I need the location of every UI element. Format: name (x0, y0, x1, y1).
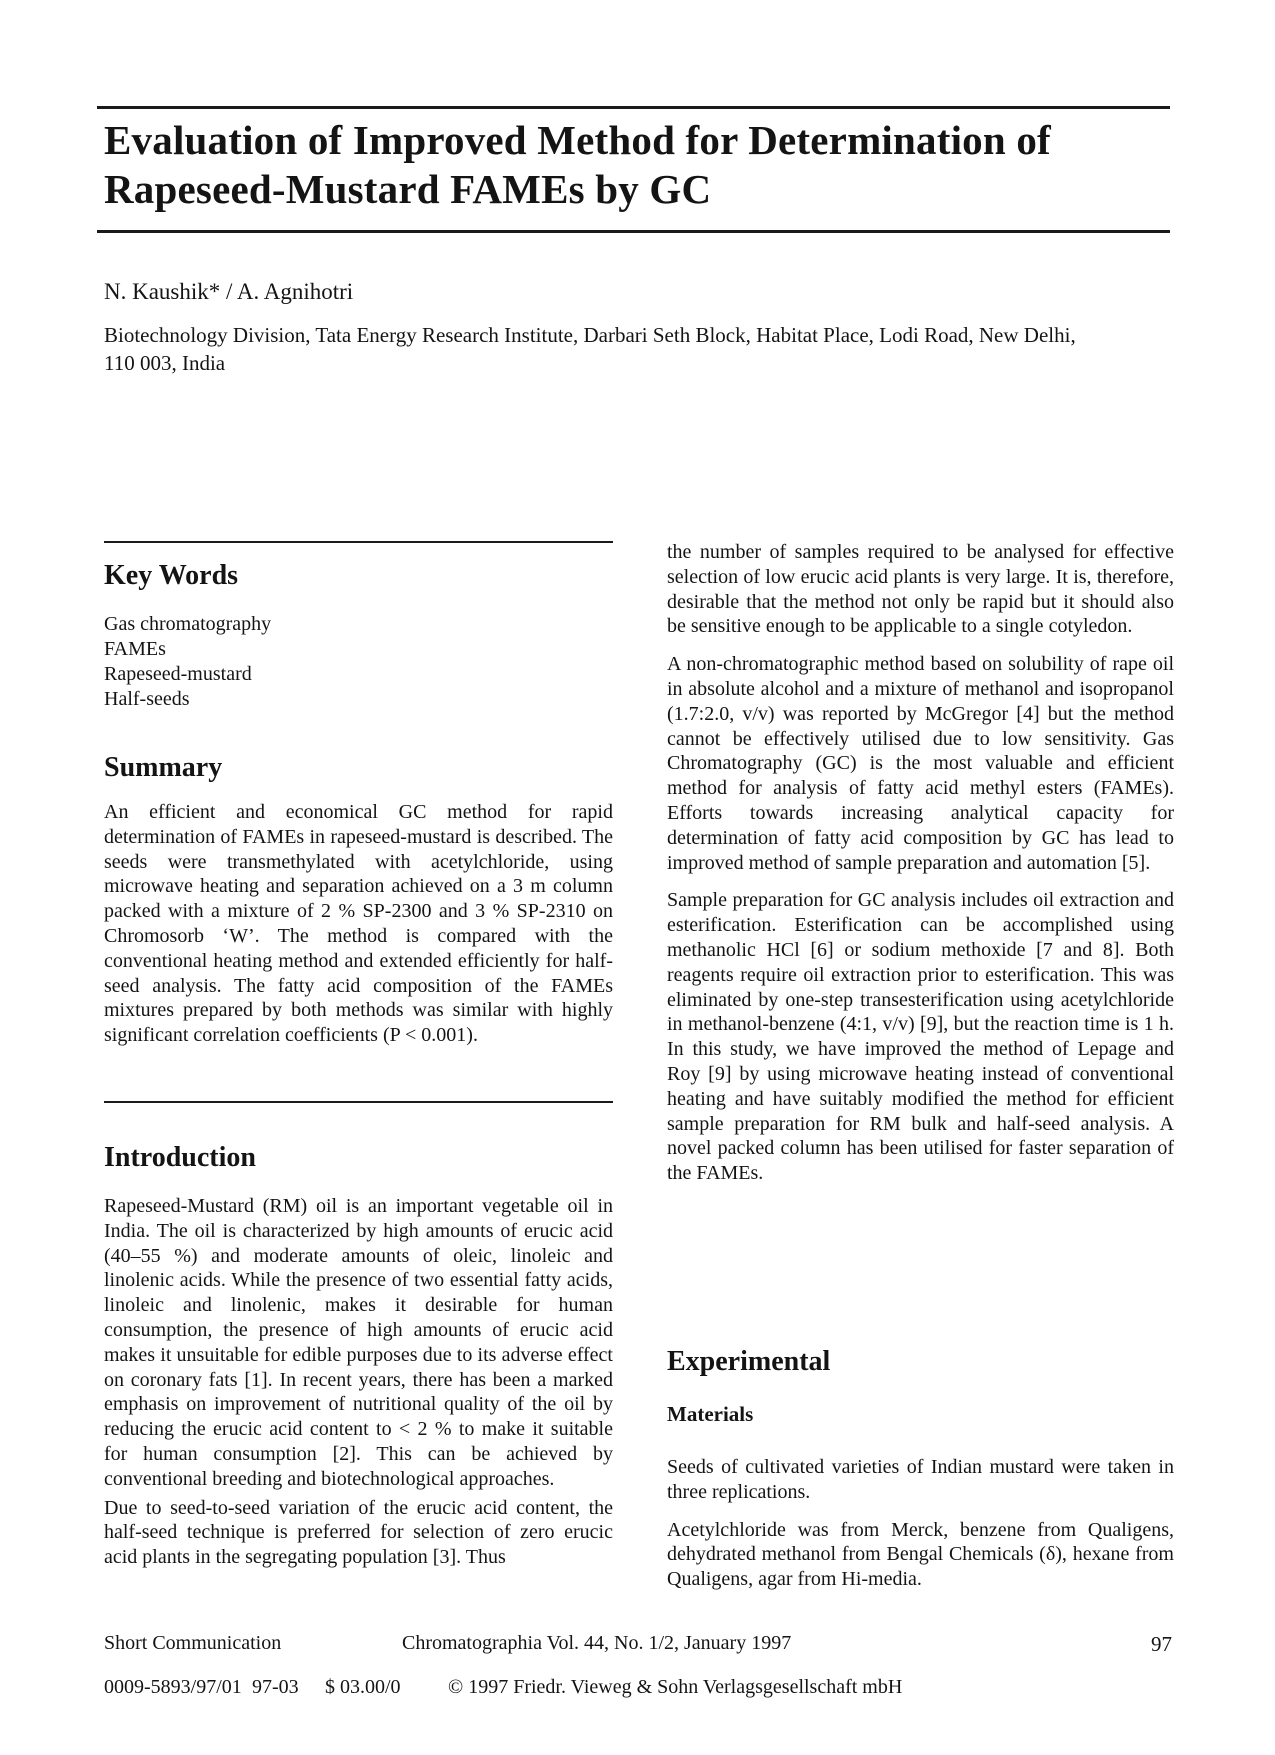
summary-paragraph: An efficient and economical GC method for rapid determination of FAMEs in rapeseed-mustard is described. The seeds were transmethylated with acetylchloride, using microwave heating and separation achieved on a 3 m column packed with a mixture of 2 % SP-2300 and 3 % SP-2310 on Chromosorb ‘W’. The method is compared with the conventional heating method and extended efficiently for half-seed analysis. The fatty acid composition of the FAMEs mixtures prepared by both methods was similar with highly significant correlation coefficients (P < 0.001). (104, 801, 613, 1047)
introduction-section (104, 1142, 613, 1570)
summary-section (104, 752, 613, 1048)
keyword-item: Half-seeds (104, 688, 190, 710)
keyword-item: FAMEs (104, 638, 166, 660)
materials-paragraph-1: Seeds of cultivated varieties of Indian mustard were taken in three replications. (667, 1456, 1174, 1503)
article-title-line-1: Evaluation of Improved Method for Determination of (104, 117, 1051, 163)
footer-journal-citation: Chromatographia Vol. 44, No. 1/2, January 1997 (402, 1632, 792, 1654)
footer-category: Short Communication (104, 1632, 282, 1654)
continuation-paragraph-2: A non-chromatographic method based on solubility of rape oil in absolute alcohol and a mixture of methanol and isopropanol (1.7:2.0, v/v) was reported by McGregor [4] but the method cannot be effectively utilised due to low sensitivity. Gas Chromatography (GC) is the most valuable and efficient method for analysis of fatty acid methyl esters (FAMEs). Efforts towards increasing analytical capacity for determination of fatty acid composition by GC has lead to improved method of sample preparation and automation [5]. (667, 653, 1174, 874)
introduction-heading: Introduction (104, 1142, 256, 1173)
keyword-item: Rapeseed-mustard (104, 663, 252, 685)
introduction-paragraph-1: Rapeseed-Mustard (RM) oil is an important vegetable oil in India. The oil is characterized by high amounts of erucic acid (40–55 %) and moderate amounts of oleic, linoleic and linolenic acids. While the presence of two essential fatty acids, linoleic and linolenic, makes it desirable for human consumption, the presence of high amounts of erucic acid makes it unsuitable for edible purposes due to its adverse effect on coronary fats [1]. In recent years, there has been a marked emphasis on improvement of nutritional quality of the oil by reducing the erucic acid content to < 2 % to make it suitable for human consumption [2]. This can be achieved by conventional breeding and biotechnological approaches. (104, 1195, 613, 1490)
continuation-paragraph-3: Sample preparation for GC analysis includes oil extraction and esterification. Esterification can be accomplished using methanolic HCl [6] or sodium methoxide [7 and 8]. Both reagents require oil extraction prior to esterification. This was eliminated by one-step transesterification using acetylchloride in methanol-benzene (4:1, v/v) [9], but the reaction time is 1 h. In this study, we have improved the method of Lepage and Roy [9] by using microwave heating instead of conventional heating and have suitably modified the method for efficient sample preparation for RM bulk and half-seed analysis. A novel packed column has been utilised for faster separation of the FAMEs. (667, 889, 1174, 1185)
summary-heading: Summary (104, 752, 223, 783)
keywords-top-rule (104, 541, 613, 543)
footer-issn: 0009-5893/97/01 (104, 1676, 242, 1698)
keywords-section (104, 560, 613, 712)
footer-article-code: 97-03 (252, 1676, 299, 1698)
affiliation-line-1: Biotechnology Division, Tata Energy Research Institute, Darbari Seth Block, Habitat Place, Lodi Road, New Delhi, (104, 323, 1076, 347)
article-title (104, 116, 1104, 214)
affiliation-line-2: 110 003, India (104, 351, 226, 375)
experimental-section (667, 1346, 1174, 1592)
keyword-item: Gas chromatography (104, 613, 272, 635)
affiliation (104, 321, 1114, 377)
footer-copyright: © 1997 Friedr. Vieweg & Sohn Verlagsgesellschaft mbH (448, 1676, 903, 1698)
continuation-paragraph-1: the number of samples required to be analysed for effective selection of low erucic acid plants is very large. It is, therefore, desirable that the method not only be rapid but it should also be sensitive enough to be applicable to a single cotyledon. (667, 541, 1174, 638)
footer-page-number: 97 (1151, 1632, 1172, 1656)
header-bottom-rule (97, 230, 1170, 233)
author-line: N. Kaushik* / A. Agnihotri (104, 279, 354, 304)
keywords-heading: Key Words (104, 560, 239, 591)
materials-heading: Materials (667, 1402, 754, 1426)
article-title-line-2: Rapeseed-Mustard FAMEs by GC (104, 166, 712, 212)
summary-bottom-rule (104, 1101, 613, 1103)
materials-paragraph-2: Acetylchloride was from Merck, benzene from Qualigens, dehydrated methanol from Bengal Chemicals (δ), hexane from Qualigens, agar from Hi-media. (667, 1518, 1174, 1591)
keywords-list (104, 612, 613, 712)
footer-price: $ 03.00/0 (325, 1676, 401, 1698)
experimental-heading: Experimental (667, 1346, 831, 1377)
introduction-paragraph-2: Due to seed-to-seed variation of the erucic acid content, the half-seed technique is preferred for selection of zero erucic acid plants in the segregating population [3]. Thus (104, 1496, 613, 1569)
header-top-rule (97, 106, 1170, 109)
right-column-text (667, 540, 1174, 1186)
